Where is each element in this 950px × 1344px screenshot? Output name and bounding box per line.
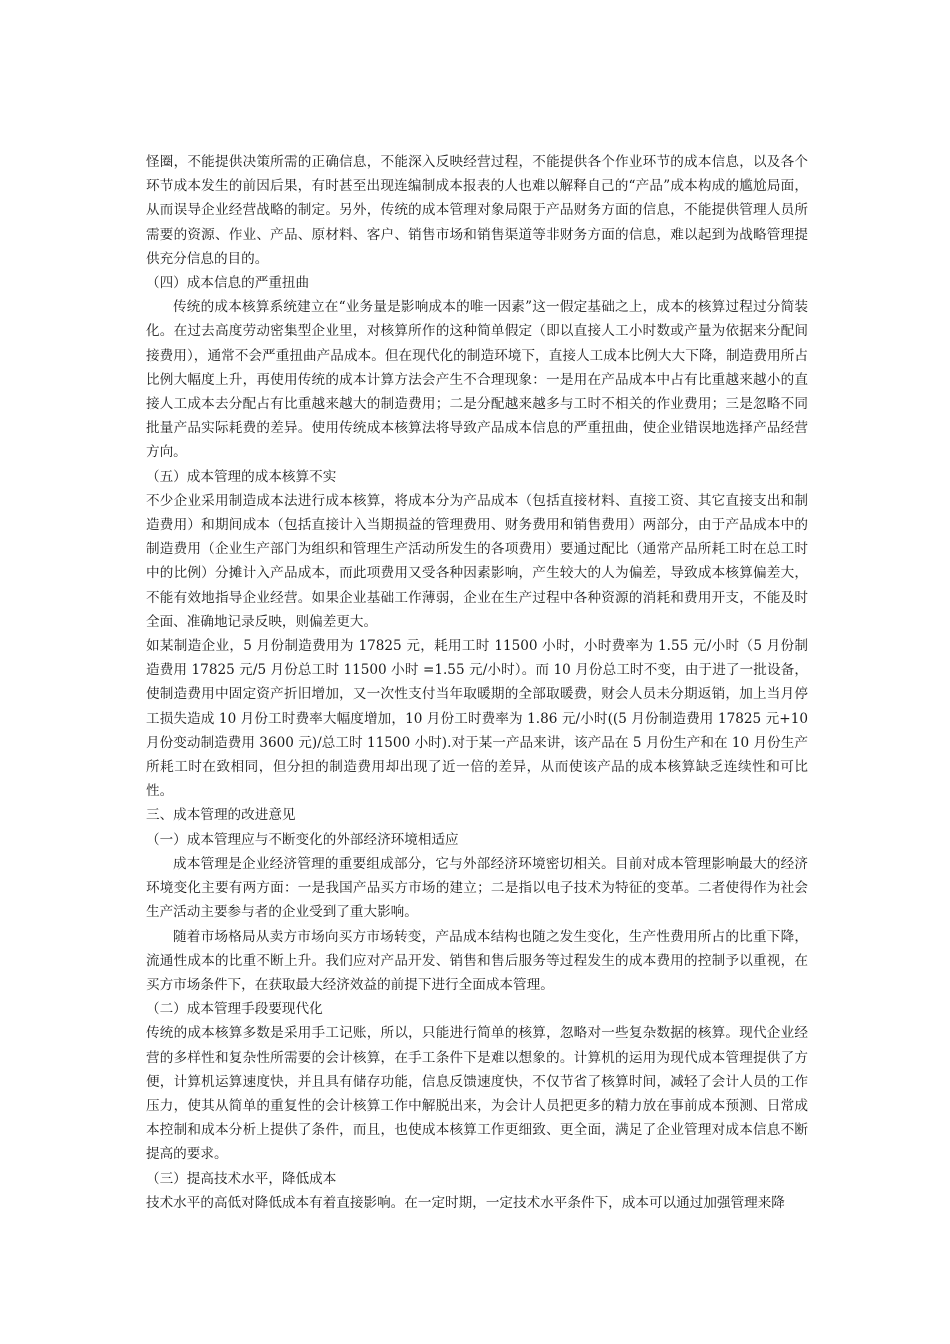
paragraph-cost-info-distortion: 传统的成本核算系统建立在“业务量是影响成本的唯一因素”这一假定基础之上，成本的核算过程过分简装化。在过去高度劳动密集型企业里，对核算所作的这种简单假定（即以直接人工小时数或产量为依据来分配间接费用），通常不会严重扭曲产品成本。但在现代化的制造环境下，直接人工成本比例大大下降，制造费用所占比例大幅度上升，再使用传统的成本计算方法会产生不合理现象：一是用在产品成本中占有比重越来越小的直接人工成本去分配占有比重越来越大的制造费用；二是分配越来越多与工时不相关的作业费用；三是忽略不同批量产品实际耗费的差异。使用传统成本核算法将导致产品成本信息的严重扭曲，使企业错误地选择产品经营方向。 [146, 299, 808, 461]
heading-improve-technology: （三）提高技术水平，降低成本 [146, 1170, 337, 1187]
paragraph-strategy-info: 怪圈，不能提供决策所需的正确信息，不能深入反映经营过程，不能提供各个作业环节的成本信息，以及各个环节成本发生的前因后果，有时甚至出现连编制成本报表的人也难以解释自己的“产品”成本构成的尴尬局面，从而误导企业经营战略的制定。另外，传统的成本管理对象局限于产品财务方面的信息，不能提供管理人员所需要的资源、作业、产品、原材料、客户、销售市场和销售渠道等非财务方面的信息，难以起到为战略管理提供充分信息的目的。 [146, 154, 808, 267]
paragraph-economic-environment: 成本管理是企业经济管理的重要组成部分，它与外部经济环境密切相关。目前对成本管理影响最大的经济环境变化主要有两方面：一是我国产品买方市场的建立；二是指以电子技术为特征的变革。二者使得作为社会生产活动主要参与者的企业受到了重大影响。 [146, 855, 808, 921]
heading-cost-info-distortion: （四）成本信息的严重扭曲 [146, 275, 310, 292]
paragraph-computerized-accounting: 传统的成本核算多数是采用手工记账，所以，只能进行简单的核算，忽略对一些复杂数据的核算。现代企业经营的多样性和复杂性所需要的会计核算，在手工条件下是难以想象的。计算机的运用为现代成本管理提供了方便，计算机运算速度快，并且具有储存功能，信息反馈速度快，不仅节省了核算时间，减轻了会计人员的工作压力，使其从简单的重复性的会计核算工作中解脱出来，为会计人员把更多的精力放在事前成本预测、日常成本控制和成本分析上提供了条件，而且，也使成本核算工作更细致、更全面，满足了企业管理对成本信息不断提高的要求。 [146, 1025, 808, 1163]
paragraph-market-shift: 随着市场格局从卖方市场向买方市场转变，产品成本结构也随之发生变化，生产性费用所占的比重下降，流通性成本的比重不断上升。我们应对产品开发、销售和售后服务等过程发生的成本费用的控制予以重视，在买方市场条件下，在获取最大经济效益的前提下进行全面成本管理。 [146, 928, 808, 993]
heading-adapt-to-environment: （一）成本管理应与不断变化的外部经济环境相适应 [146, 831, 459, 848]
paragraph-technology-level: 技术水平的高低对降低成本有着直接影响。在一定时期，一定技术水平条件下，成本可以通过加强管理来降 [146, 1194, 785, 1211]
heading-improvement-suggestions: 三、成本管理的改进意见 [146, 807, 296, 824]
paragraph-manufacturing-cost-method: 不少企业采用制造成本法进行成本核算，将成本分为产品成本（包括直接材料、直接工资、其它直接支出和制造费用）和期间成本（包括直接计入当期损益的管理费用、财务费用和销售费用）两部分，由于产品成本中的制造费用（企业生产部门为组织和管理生产活动所发生的各项费用）要通过配比（通常产品所耗工时在总工时中的比例）分摊计入产品成本，而此项费用又受各种因素影响，产生较大的人为偏差，导致成本核算偏差大，不能有效地指导企业经营。如果企业基础工作薄弱，企业在生产过程中各种资源的消耗和费用开支，不能及时全面、准确地记录反映，则偏差更大。 [146, 492, 808, 630]
paragraph-example-enterprise: 如某制造企业，5 月份制造费用为 17825 元，耗用工时 11500 小时，小时费率为 1.55 元/小时（5 月份制造费用 17825 元/5 月份总工时 11500 小时 =1.55 元/小时）。而 10 月份总工时不变，由于进了一批设备，使制造费用中固定资产折旧增加，又一次性支付当年取暖期的全部取暖费，财会人员未分期返销，加上当月停工损失造成 10 月份工时费率大幅度增加，10 月份工时费率为 1.86 元/小时((5 月份制造费用 17825 元+10 月份变动制造费用 3600 元)/总工时 11500 小时).对于某一产品来讲，该产品在 5 月份生产和在 10 月份生产所耗工时在致相同，但分担的制造费用却出现了近一倍的差异，从而使该产品的成本核算缺乏连续性和可比性。 [146, 638, 808, 800]
heading-modernize-means: （二）成本管理手段要现代化 [146, 1001, 323, 1018]
document-body [146, 150, 808, 1215]
heading-cost-accounting-inaccurate: （五）成本管理的成本核算不实 [146, 468, 337, 485]
